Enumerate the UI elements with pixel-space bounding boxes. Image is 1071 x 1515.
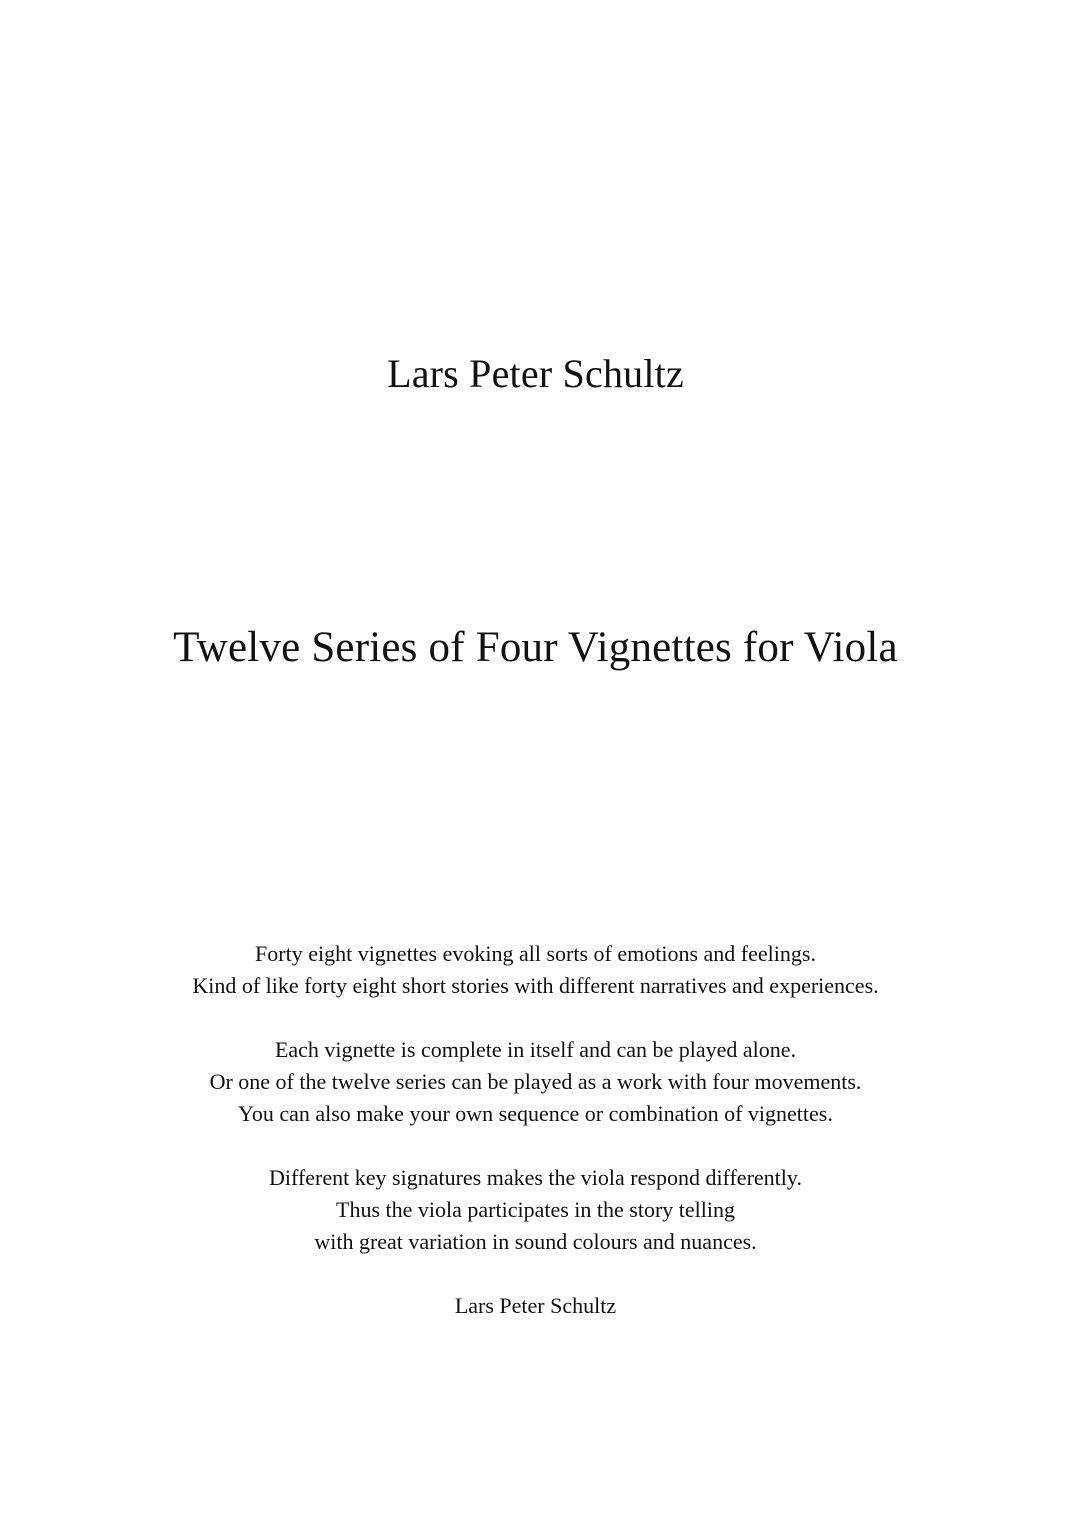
- description-line: You can also make your own sequence or combination of vignettes.: [238, 1101, 833, 1126]
- author-name: Lars Peter Schultz: [387, 351, 684, 396]
- description-block: [0, 938, 1071, 1322]
- description-paragraph-1: [0, 938, 1071, 1002]
- description-line: Thus the viola participates in the story telling: [336, 1197, 735, 1222]
- description-line: with great variation in sound colours and nuances.: [314, 1229, 757, 1254]
- description-line: Forty eight vignettes evoking all sorts of emotions and feelings.: [255, 941, 816, 966]
- description-paragraph-2: [0, 1034, 1071, 1130]
- description-paragraph-3: [0, 1162, 1071, 1258]
- work-title: Twelve Series of Four Vignettes for Viola: [173, 624, 898, 671]
- description-line: Each vignette is complete in itself and can be played alone.: [274, 1037, 797, 1062]
- description-line: Different key signatures makes the viola respond differently.: [269, 1165, 802, 1190]
- description-line: Or one of the twelve series can be played as a work with four movements.: [209, 1069, 862, 1094]
- description-line: Kind of like forty eight short stories with different narratives and experiences.: [192, 973, 879, 998]
- signature: Lars Peter Schultz: [454, 1293, 617, 1318]
